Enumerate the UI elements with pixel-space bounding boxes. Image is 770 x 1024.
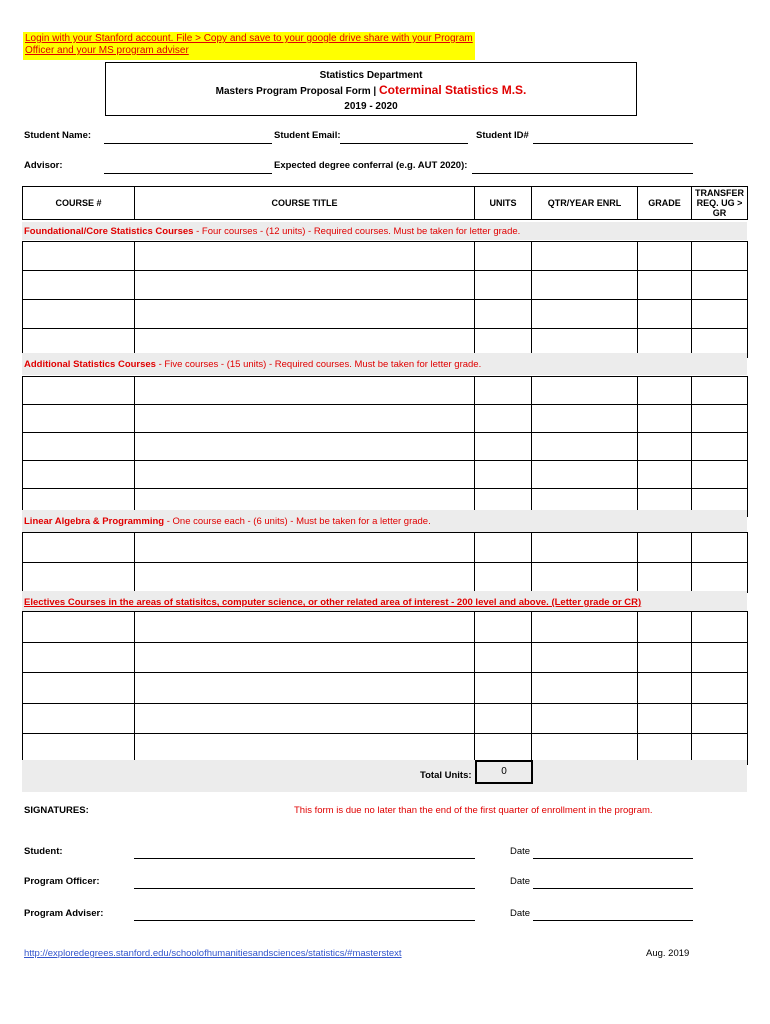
program-adviser-date-label: Date [510,908,531,919]
program-adviser-signature-field[interactable] [134,920,475,921]
program-officer-date-field[interactable] [533,888,693,889]
grade-cell[interactable] [638,612,692,643]
department-title: Statistics Department [319,70,423,81]
transfer-cell[interactable] [692,612,748,643]
course-title-cell[interactable] [135,405,475,433]
table-row [23,642,748,673]
grade-cell[interactable] [638,533,692,563]
login-notice: Login with your Stanford account. File > Copy and save to your google drive share with your Program Officer and your MS program adviser [23,32,475,60]
electives-table [22,611,748,765]
section-heading-core [24,226,520,237]
grade-cell[interactable] [638,673,692,704]
table-row [23,461,748,489]
course-number-cell[interactable] [23,300,135,329]
qtr-year-cell[interactable] [532,242,638,271]
advisor-label: Advisor: [24,160,63,171]
program-officer-date-label: Date [510,876,531,887]
form-title-line [106,83,636,99]
section-heading-additional [24,359,481,370]
student-name-label: Student Name: [24,130,92,141]
grade-cell[interactable] [638,642,692,673]
course-title-cell[interactable] [135,703,475,734]
signatures-heading: SIGNATURES: [24,805,89,816]
transfer-cell[interactable] [692,271,748,300]
course-title-cell[interactable] [135,673,475,704]
program-officer-signature-field[interactable] [134,888,475,889]
course-number-cell[interactable] [23,271,135,300]
course-number-cell[interactable] [23,533,135,563]
student-email-field[interactable] [340,143,468,144]
section-title: Linear Algebra & Programming [24,516,165,527]
course-number-cell[interactable] [23,242,135,271]
table-row [23,300,748,329]
grade-cell[interactable] [638,405,692,433]
section-title: Electives Courses in the areas of statisitcs, computer science, or other related area of interest - 200 level and above. (Letter grade or CR) [24,597,642,608]
course-title-cell[interactable] [135,461,475,489]
transfer-cell[interactable] [692,642,748,673]
qtr-year-cell[interactable] [532,405,638,433]
transfer-cell[interactable] [692,242,748,271]
grade-cell[interactable] [638,242,692,271]
units-cell[interactable] [475,433,532,461]
advisor-field[interactable] [104,173,272,174]
program-name: Coterminal Statistics M.S. [379,83,527,97]
table-row [23,377,748,405]
course-number-cell[interactable] [23,377,135,405]
transfer-cell[interactable] [692,377,748,405]
total-units-value: 0 [475,760,533,784]
units-cell[interactable] [475,533,532,563]
units-cell[interactable] [475,300,532,329]
qtr-year-cell[interactable] [532,433,638,461]
qtr-year-cell[interactable] [532,271,638,300]
column-header [22,186,748,220]
units-cell[interactable] [475,242,532,271]
student-date-field[interactable] [533,858,693,859]
course-title-cell[interactable] [135,563,475,593]
transfer-cell[interactable] [692,461,748,489]
student-date-label: Date [510,846,531,857]
qtr-year-cell[interactable] [532,642,638,673]
section-heading-linear-algebra [24,516,431,527]
course-title-cell[interactable] [135,612,475,643]
section-desc: - Four courses - (12 units) - Required courses. Must be taken for letter grade. [193,226,521,237]
course-title-cell[interactable] [135,271,475,300]
units-cell[interactable] [475,612,532,643]
col-course-title: COURSE TITLE [135,187,475,220]
linear-algebra-table [22,532,748,593]
transfer-cell[interactable] [692,673,748,704]
grade-cell[interactable] [638,563,692,593]
section-desc: - Five courses - (15 units) - Required courses. Must be taken for letter grade. [155,359,482,370]
program-adviser-date-field[interactable] [533,920,693,921]
qtr-year-cell[interactable] [532,612,638,643]
deadline-note: This form is due no later than the end of the first quarter of enrollment in the program. [294,805,653,816]
academic-year: 2019 - 2020 [344,101,398,112]
transfer-cell[interactable] [692,433,748,461]
course-title-cell[interactable] [135,642,475,673]
table-row [23,242,748,271]
course-title-cell[interactable] [135,433,475,461]
transfer-cell[interactable] [692,405,748,433]
student-name-field[interactable] [104,143,272,144]
qtr-year-cell[interactable] [532,533,638,563]
table-row [23,533,748,563]
expected-conferral-field[interactable] [472,173,693,174]
qtr-year-cell[interactable] [532,673,638,704]
course-title-cell[interactable] [135,242,475,271]
qtr-year-cell[interactable] [532,461,638,489]
course-number-cell[interactable] [23,703,135,734]
units-cell[interactable] [475,673,532,704]
units-cell[interactable] [475,405,532,433]
qtr-year-cell[interactable] [532,377,638,405]
footer-date: Aug. 2019 [646,948,690,959]
units-cell[interactable] [475,271,532,300]
col-qtr-year: QTR/YEAR ENRL [532,187,638,220]
course-number-cell[interactable] [23,642,135,673]
course-title-cell[interactable] [135,377,475,405]
grade-cell[interactable] [638,703,692,734]
units-cell[interactable] [475,461,532,489]
student-signature-label: Student: [24,846,63,857]
table-row [23,563,748,593]
form-title: Masters Program Proposal Form | [215,86,377,97]
qtr-year-cell[interactable] [532,300,638,329]
course-number-cell[interactable] [23,563,135,593]
table-row [23,405,748,433]
course-number-cell[interactable] [23,405,135,433]
table-row [23,433,748,461]
section-title: Foundational/Core Statistics Courses [24,226,194,237]
table-row [23,673,748,704]
section-desc: - One course each - (6 units) - Must be taken for a letter grade. [164,516,431,527]
student-id-label: Student ID# [476,130,529,141]
units-cell[interactable] [475,642,532,673]
grade-cell[interactable] [638,433,692,461]
student-email-label: Student Email: [274,130,341,141]
table-row [23,271,748,300]
section-heading-electives [24,597,641,608]
course-title-cell[interactable] [135,300,475,329]
additional-courses-table [22,376,748,517]
table-row [23,703,748,734]
grade-cell[interactable] [638,377,692,405]
course-number-cell[interactable] [23,673,135,704]
form-header [105,62,637,116]
units-cell[interactable] [475,377,532,405]
course-title-cell[interactable] [135,533,475,563]
core-courses-table [22,241,748,358]
table-row [23,612,748,643]
student-signature-field[interactable] [134,858,475,859]
program-officer-label: Program Officer: [24,876,100,887]
grade-cell[interactable] [638,300,692,329]
section-title: Additional Statistics Courses [24,359,156,370]
transfer-cell[interactable] [692,563,748,593]
col-transfer: TRANSFER REQ. UG > GR [692,187,748,220]
qtr-year-cell[interactable] [532,703,638,734]
student-id-field[interactable] [533,143,693,144]
qtr-year-cell[interactable] [532,563,638,593]
program-adviser-label: Program Adviser: [24,908,104,919]
total-units-label: Total Units: [420,770,472,781]
total-band [22,760,747,792]
col-grade: GRADE [638,187,692,220]
expected-conferral-label: Expected degree conferral (e.g. AUT 2020): [274,160,468,171]
transfer-cell[interactable] [692,533,748,563]
grade-cell[interactable] [638,271,692,300]
transfer-cell[interactable] [692,703,748,734]
course-number-cell[interactable] [23,612,135,643]
course-number-cell[interactable] [23,433,135,461]
col-units: UNITS [475,187,532,220]
grade-cell[interactable] [638,461,692,489]
explore-degrees-link[interactable]: http://exploredegrees.stanford.edu/schoolofhumanitiesandsciences/statistics/#masterstext [24,948,402,959]
course-number-cell[interactable] [23,461,135,489]
transfer-cell[interactable] [692,300,748,329]
units-cell[interactable] [475,703,532,734]
units-cell[interactable] [475,563,532,593]
col-course-number: COURSE # [23,187,135,220]
